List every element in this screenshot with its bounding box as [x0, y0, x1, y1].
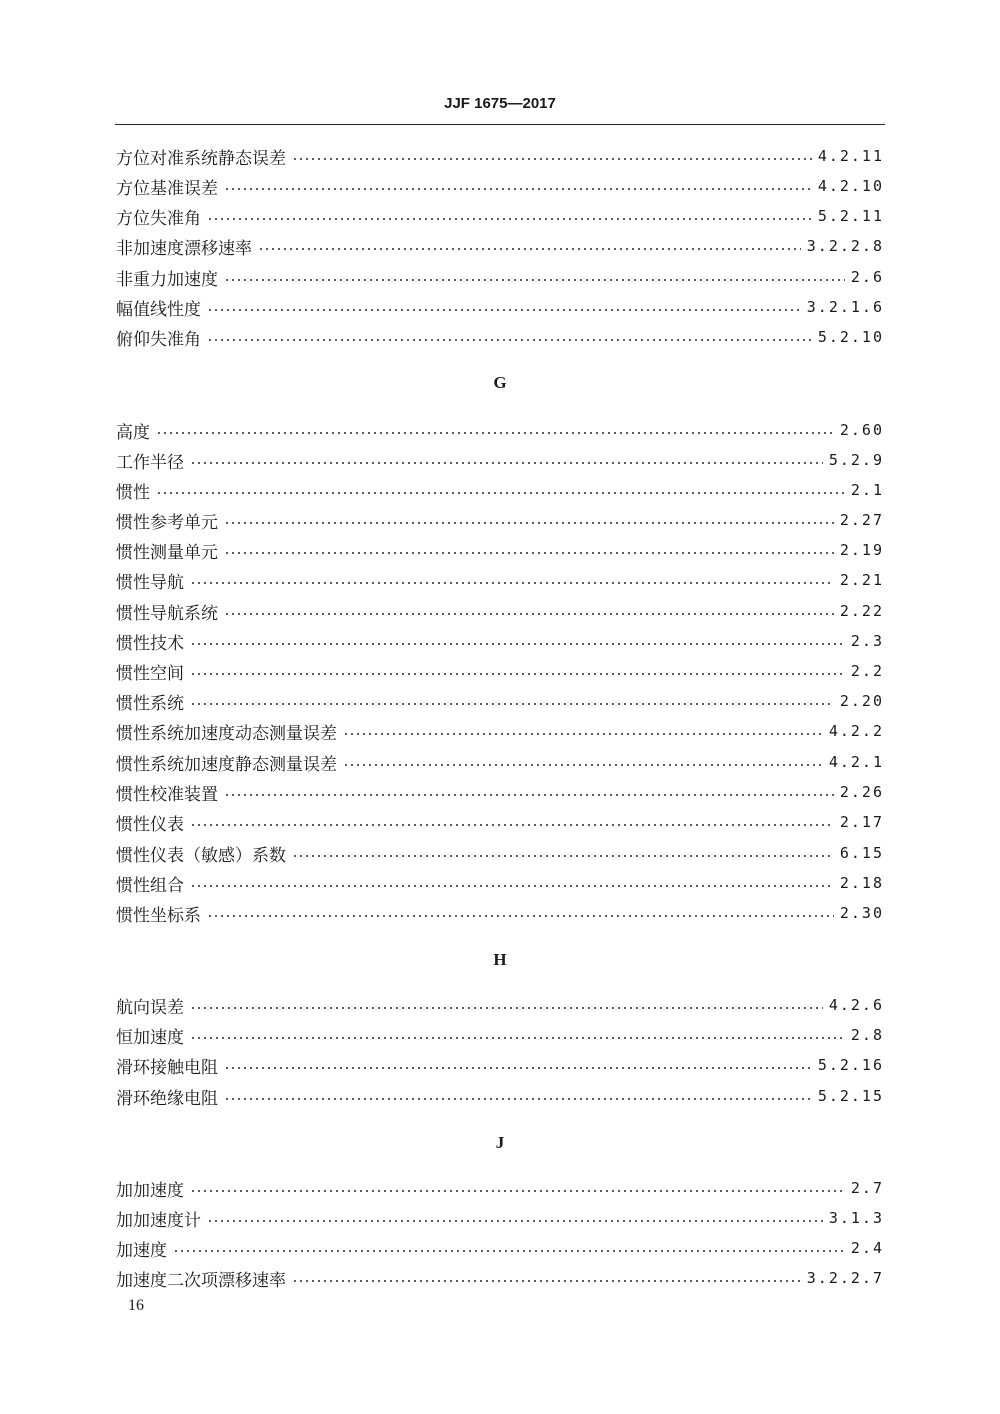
- page-number: 16: [128, 1297, 144, 1314]
- dot-leader: [207, 1220, 823, 1222]
- index-entry: [116, 201, 884, 231]
- index-term: 滑环接触电阻: [116, 1057, 218, 1078]
- dot-leader: [207, 339, 812, 341]
- index-ref: 3.2.2.7: [806, 1269, 884, 1287]
- index-ref: 5.2.15: [817, 1087, 884, 1105]
- section-letter-g: G: [493, 373, 507, 392]
- index-term: 惯性空间: [116, 663, 184, 684]
- index-ref: 4.2.10: [817, 177, 884, 195]
- index-ref: 2.2: [850, 662, 884, 680]
- index-ref: 2.1: [850, 481, 884, 499]
- index-ref: 5.2.16: [817, 1056, 884, 1074]
- index-entry: [116, 656, 884, 686]
- index-ref: 2.17: [839, 813, 884, 831]
- dot-leader: [224, 522, 834, 524]
- dot-leader: [292, 1280, 801, 1282]
- index-term: 加速度二次项漂移速率: [116, 1270, 286, 1291]
- index-term: 惯性: [116, 482, 150, 503]
- index-term: 惯性参考单元: [116, 512, 218, 533]
- dot-leader: [190, 643, 845, 645]
- index-ref: 2.3: [850, 632, 884, 650]
- dot-leader: [190, 582, 834, 584]
- index-entry: [116, 596, 884, 626]
- index-ref: 3.1.3: [828, 1209, 884, 1227]
- index-ref: 3.2.2.8: [806, 237, 884, 255]
- index-entry: [116, 231, 884, 261]
- index-term: 惯性组合: [116, 875, 184, 896]
- dot-leader: [224, 613, 834, 615]
- index-entry: [116, 415, 884, 445]
- index-ref: 2.20: [839, 692, 884, 710]
- index-entry: [116, 1233, 884, 1263]
- index-entry: [116, 838, 884, 868]
- index-entry: [116, 171, 884, 201]
- index-entry: [116, 807, 884, 837]
- index-term: 幅值线性度: [116, 299, 201, 320]
- index-ref: 2.26: [839, 783, 884, 801]
- index-ref: 3.2.1.6: [806, 298, 884, 316]
- index-term: 惯性系统加速度静态测量误差: [116, 754, 337, 775]
- index-term: 加速度: [116, 1240, 167, 1261]
- index-entry: [116, 898, 884, 928]
- index-entry: [116, 141, 884, 171]
- index-entry: [116, 626, 884, 656]
- index-entry: [116, 777, 884, 807]
- dot-leader: [190, 885, 834, 887]
- index-term: 加加速度: [116, 1180, 184, 1201]
- dot-leader: [224, 552, 834, 554]
- index-ref: 5.2.11: [817, 207, 884, 225]
- index-term: 航向误差: [116, 997, 184, 1018]
- index-entry: [116, 1020, 884, 1050]
- index-entry: [116, 716, 884, 746]
- index-ref: 2.8: [850, 1026, 884, 1044]
- index-term: 方位对准系统静态误差: [116, 148, 286, 169]
- index-term: 恒加速度: [116, 1027, 184, 1048]
- index-ref: 2.30: [839, 904, 884, 922]
- index-term: 惯性测量单元: [116, 542, 218, 563]
- index-entry: [116, 1081, 884, 1111]
- dot-leader: [224, 794, 834, 796]
- dot-leader: [156, 492, 845, 494]
- dot-leader: [224, 188, 812, 190]
- dot-leader: [190, 462, 823, 464]
- dot-leader: [224, 1067, 812, 1069]
- index-ref: 4.2.11: [817, 147, 884, 165]
- section-letter-j: J: [495, 1133, 505, 1152]
- index-ref: 6.15: [839, 844, 884, 862]
- index-term: 惯性校准装置: [116, 784, 218, 805]
- index-entry: [116, 1203, 884, 1233]
- index-entry: [116, 262, 884, 292]
- index-ref: 4.2.1: [828, 753, 884, 771]
- index-term: 惯性仪表: [116, 814, 184, 835]
- index-entry: [116, 445, 884, 475]
- dot-leader: [258, 248, 801, 250]
- dot-leader: [190, 1037, 845, 1039]
- index-term: 惯性导航: [116, 572, 184, 593]
- dot-leader: [173, 1250, 845, 1252]
- index-term: 非重力加速度: [116, 269, 218, 290]
- index-term: 惯性导航系统: [116, 603, 218, 624]
- index-ref: 4.2.2: [828, 722, 884, 740]
- index-entry: [116, 505, 884, 535]
- index-entry: [116, 686, 884, 716]
- index-ref: 2.21: [839, 571, 884, 589]
- dot-leader: [207, 218, 812, 220]
- index-term: 加加速度计: [116, 1210, 201, 1231]
- dot-leader: [190, 824, 834, 826]
- dot-leader: [292, 158, 812, 160]
- index-ref: 2.22: [839, 602, 884, 620]
- dot-leader: [190, 703, 834, 705]
- index-term: 惯性技术: [116, 633, 184, 654]
- index-ref: 2.19: [839, 541, 884, 559]
- index-ref: 5.2.9: [828, 451, 884, 469]
- header-rule: [115, 124, 885, 125]
- index-ref: 2.7: [850, 1179, 884, 1197]
- dot-leader: [190, 1007, 823, 1009]
- index-term: 高度: [116, 422, 150, 443]
- index-term: 惯性系统加速度动态测量误差: [116, 723, 337, 744]
- index-term: 俯仰失准角: [116, 329, 201, 350]
- index-entry: [116, 565, 884, 595]
- index-entry: [116, 475, 884, 505]
- index-entry: [116, 1050, 884, 1080]
- index-entry: [116, 322, 884, 352]
- dot-leader: [190, 1190, 845, 1192]
- section-letter-h: H: [493, 950, 507, 969]
- dot-leader: [343, 764, 823, 766]
- index-term: 方位失准角: [116, 208, 201, 229]
- index-ref: 2.6: [850, 268, 884, 286]
- index-ref: 5.2.10: [817, 328, 884, 346]
- index-term: 方位基准误差: [116, 178, 218, 199]
- index-ref: 2.60: [839, 421, 884, 439]
- dot-leader: [156, 432, 834, 434]
- document-header: JJF 1675—2017: [444, 95, 556, 112]
- index-entry: [116, 535, 884, 565]
- index-entry: [116, 990, 884, 1020]
- index-entry: [116, 1263, 884, 1293]
- dot-leader: [224, 279, 845, 281]
- index-entry: [116, 292, 884, 322]
- index-term: 工作半径: [116, 452, 184, 473]
- index-term: 滑环绝缘电阻: [116, 1088, 218, 1109]
- dot-leader: [207, 309, 801, 311]
- index-term: 非加速度漂移速率: [116, 238, 252, 259]
- index-term: 惯性坐标系: [116, 905, 201, 926]
- index-ref: 4.2.6: [828, 996, 884, 1014]
- dot-leader: [224, 1098, 812, 1100]
- index-ref: 2.18: [839, 874, 884, 892]
- dot-leader: [207, 915, 834, 917]
- index-term: 惯性系统: [116, 693, 184, 714]
- index-entry: [116, 1173, 884, 1203]
- index-ref: 2.4: [850, 1239, 884, 1257]
- index-ref: 2.27: [839, 511, 884, 529]
- dot-leader: [343, 733, 823, 735]
- index-term: 惯性仪表（敏感）系数: [116, 845, 286, 866]
- index-entry: [116, 868, 884, 898]
- dot-leader: [190, 673, 845, 675]
- dot-leader: [292, 855, 834, 857]
- index-entry: [116, 747, 884, 777]
